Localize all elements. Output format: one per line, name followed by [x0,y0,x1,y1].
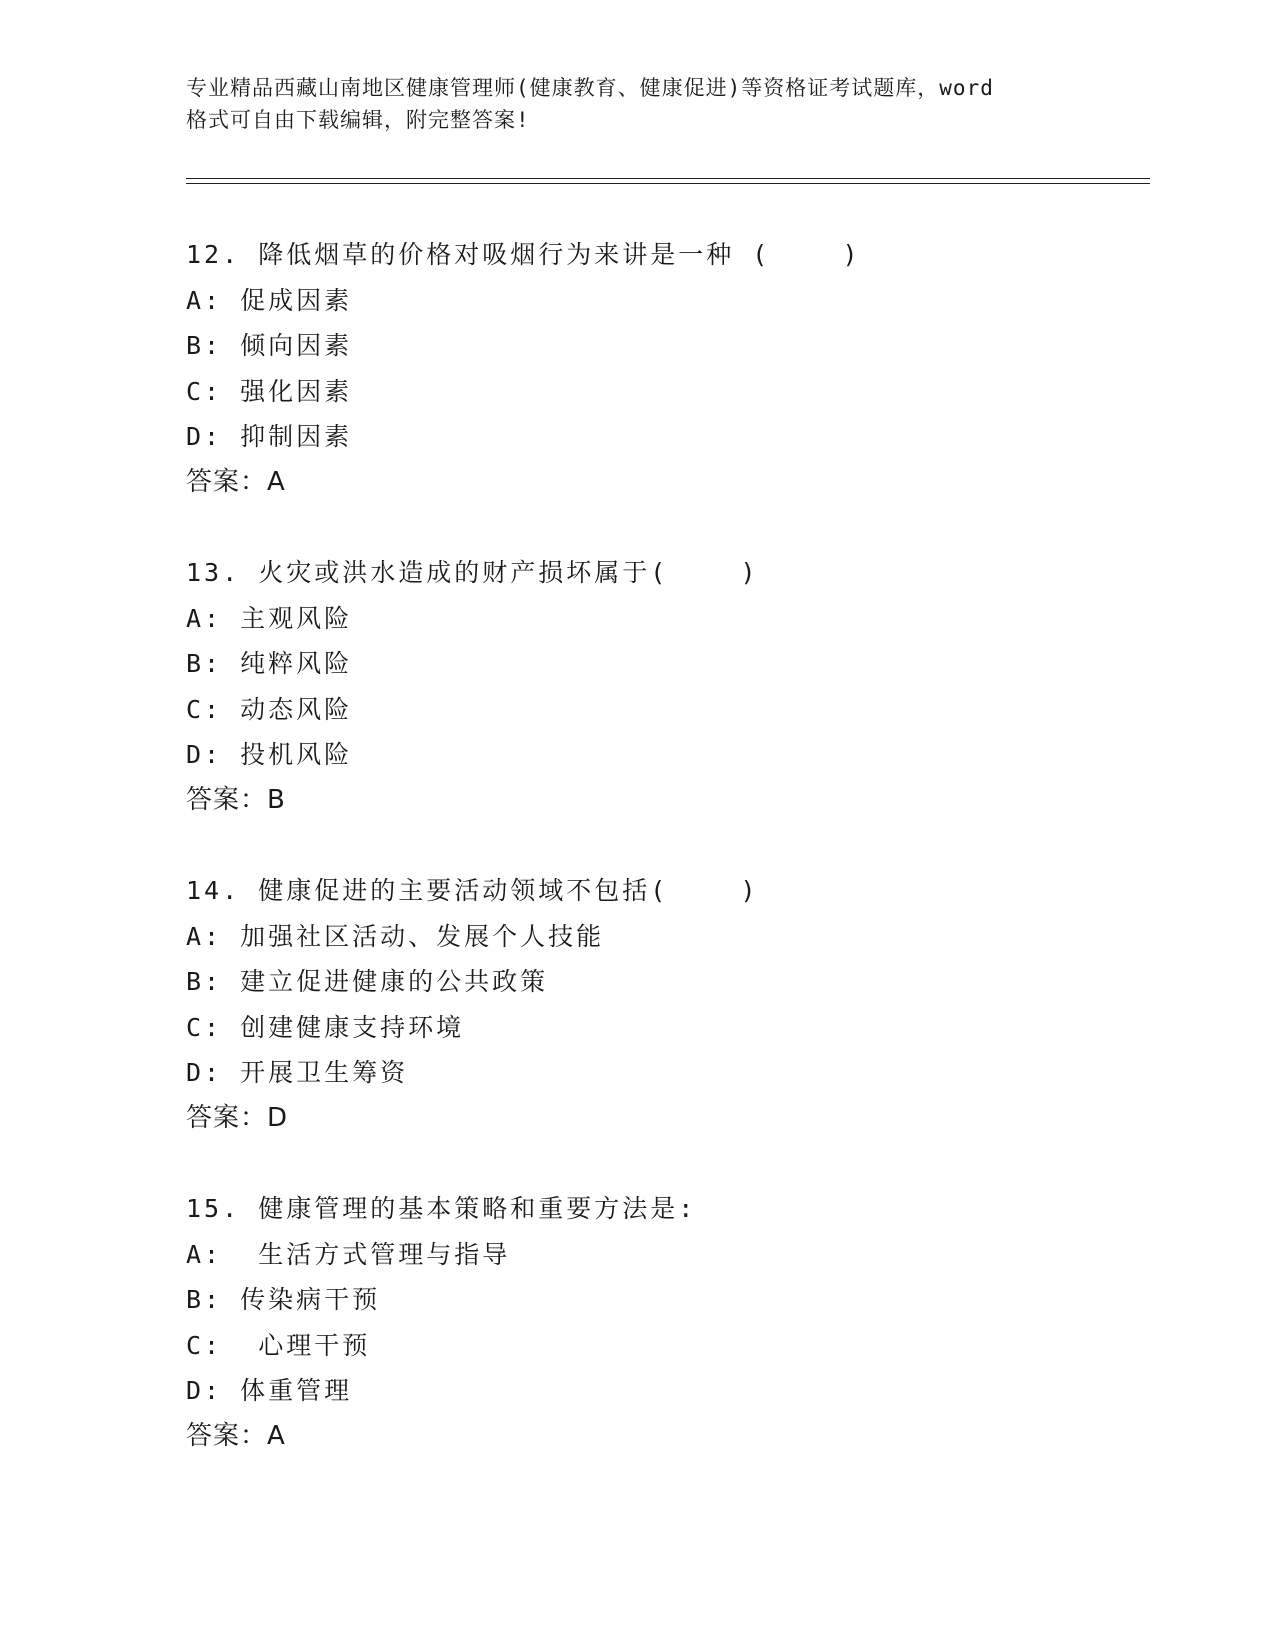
answer: 答案：D [186,1102,289,1133]
header-line-2: 格式可自由下载编辑，附完整答案! [186,108,530,132]
option-b: B: 传染病干预 [186,1285,381,1314]
option-a: A: 加强社区活动、发展个人技能 [186,921,605,951]
question-14 [186,868,1136,1141]
question-stem: 13. 火灾或洪水造成的财产损坏属于( ) [186,558,759,587]
option-d: D: 开展卫生筹资 [186,1058,409,1087]
option-b: B: 纯粹风险 [186,649,353,678]
answer: 答案：B [186,784,286,815]
option-a: A: 主观风险 [186,603,353,633]
option-b: B: 建立促进健康的公共政策 [186,967,549,996]
question-stem: 14. 健康促进的主要活动领域不包括( ) [186,876,759,905]
header-divider-top [186,178,1150,179]
option-c: C: 强化因素 [186,376,353,406]
option-d: D: 投机风险 [186,740,353,769]
option-a: A: 生活方式管理与指导 [186,1239,511,1269]
question-15 [186,1186,1136,1459]
header-line-1: 专业精品西藏山南地区健康管理师(健康教育、健康促进)等资格证考试题库，word [186,76,994,100]
option-c: C: 心理干预 [186,1330,371,1360]
option-a: A: 促成因素 [186,285,353,315]
question-12 [186,232,1136,505]
option-c: C: 创建健康支持环境 [186,1012,465,1042]
option-c: C: 动态风险 [186,694,353,724]
document-header [186,72,1086,136]
option-b: B: 倾向因素 [186,331,353,360]
question-13 [186,550,1136,823]
option-d: D: 体重管理 [186,1376,353,1405]
answer: 答案：A [186,466,286,497]
option-d: D: 抑制因素 [186,422,353,451]
answer: 答案：A [186,1420,286,1451]
header-divider-bottom [186,183,1150,184]
question-stem: 15. 健康管理的基本策略和重要方法是: [186,1194,697,1223]
question-stem: 12. 降低烟草的价格对吸烟行为来讲是一种 ( ) [186,240,861,269]
